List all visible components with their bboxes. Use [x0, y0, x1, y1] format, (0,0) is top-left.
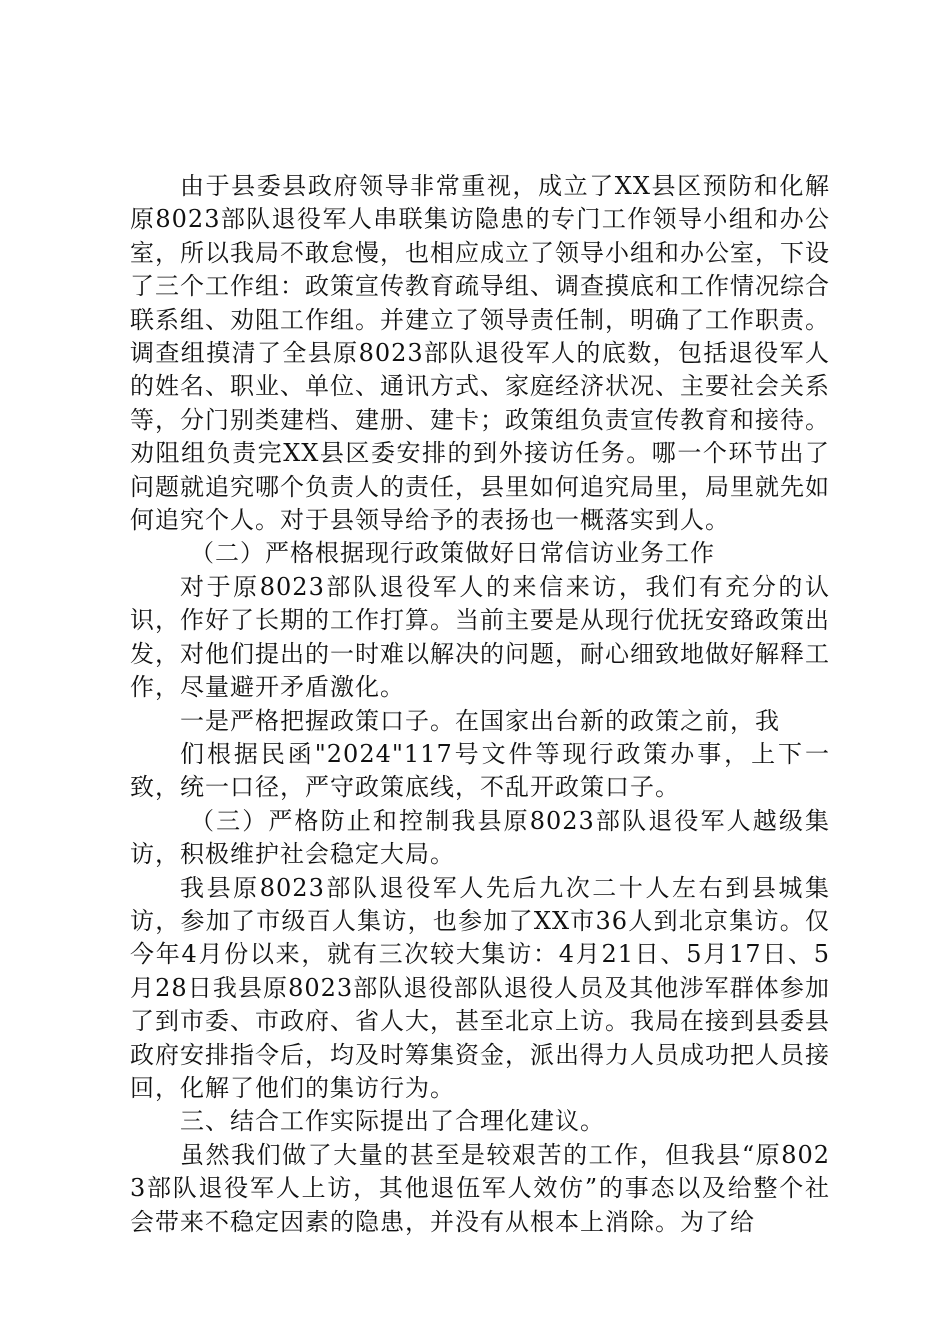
section-heading-3: （三）严格防止和控制我县原8023部队退役军人越级集访，积极维护社会稳定大局。	[130, 806, 830, 869]
paragraph-policy-1: 一是严格把握政策口子。在国家出台新的政策之前，我	[180, 706, 780, 735]
paragraph-collective-visits: 我县原8023部队退役军人先后九次二十人左右到县城集访，参加了市级百人集访，也参加了XX市36人到北京集访。仅今年4月份以来，就有三次较大集访：4月21日、5月17日、5月28日我县原8023部队退役部队退役人员及其他涉军群体参加了到市委、市政府、省人大，甚至北京上访。我局在接到县委县政府安排指令后，均及时筹集资金，派出得力人员成功把人员接回，化解了他们的集访行为。	[130, 873, 830, 1102]
section-heading-2: （二）严格根据现行政策做好日常信访业务工作	[190, 539, 715, 568]
section-heading-three: 三、结合工作实际提出了合理化建议。	[180, 1107, 605, 1136]
paragraph-leadership-groups: 由于县委县政府领导非常重视，成立了XX县区预防和化解原8023部队退役军人串联集访隐患的专门工作领导小组和办公室，所以我局不敢怠慢，也相应成立了领导小组和办公室，下设了三个工作组：政策宣传教育疏导组、调查摸底和工作情况综合联系组、劝阻工作组。并建立了领导责任制，明确了工作职责。调查组摸清了全县原8023部队退役军人的底数，包括退役军人的姓名、职业、单位、通讯方式、家庭经济状况、主要社会关系等，分门别类建档、建册、建卡；政策组负责宣传教育和接待。劝阻组负责完XX县区委安排的到外接访任务。哪一个环节出了问题就追究哪个负责人的责任，县里如何追究局里，局里就先如何追究个人。对于县领导给予的表扬也一概落实到人。	[130, 172, 830, 535]
document-body	[130, 170, 830, 1239]
paragraph-letters-visits: 对于原8023部队退役军人的来信来访，我们有充分的认识，作好了长期的工作打算。当前主要是从现行优抚安臵政策出发，对他们提出的一时难以解决的问题，耐心细致地做好解释工作，尽量避开矛盾激化。	[130, 572, 830, 702]
paragraph-suggestions: 虽然我们做了大量的甚至是较艰苦的工作，但我县“原8023部队退役军人上访，其他退伍军人效仿”的事态以及给整个社会带来不稳定因素的隐患，并没有从根本上消除。为了给	[130, 1140, 830, 1236]
paragraph-policy-2: 们根据民函"2024"117号文件等现行政策办事，上下一致，统一口径，严守政策底线，不乱开政策口子。	[130, 739, 830, 802]
